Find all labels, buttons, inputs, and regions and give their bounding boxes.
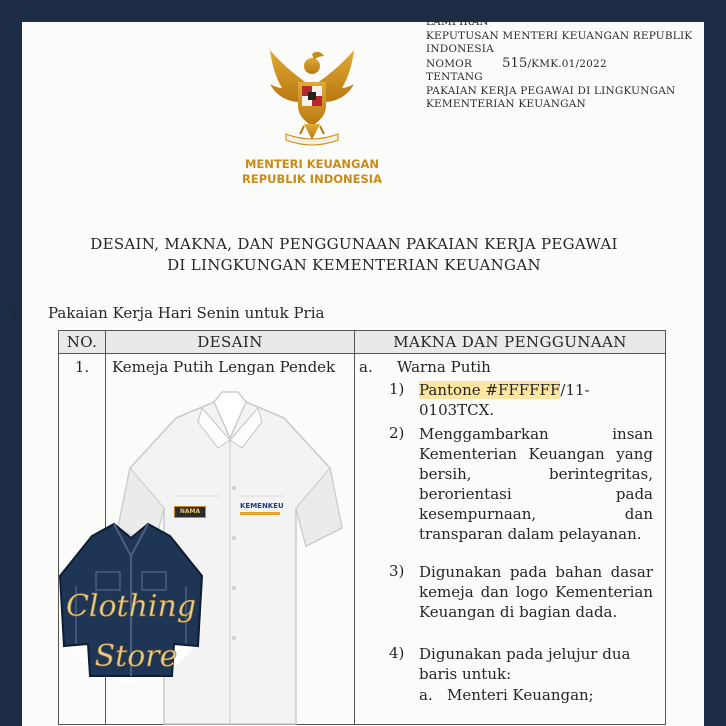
section-heading: [10, 304, 324, 322]
pantone-highlight: Pantone #FFFFFF: [419, 381, 561, 399]
tentang-line: KEMENTERIAN KEUANGAN: [426, 98, 586, 110]
makna-cell: [355, 354, 666, 725]
nomor-suffix: /KMK.01/2022: [527, 57, 607, 70]
tentang-line: PAKAIAN KERJA PEGAWAI DI LINGKUNGAN: [426, 84, 676, 97]
nomor-label: NOMOR: [426, 57, 473, 70]
item-a-label: a.: [359, 358, 373, 376]
garuda-pancasila-icon: [264, 44, 360, 148]
point-text: Digunakan pada jelujur dua baris untuk:: [419, 645, 631, 683]
point-number: 1): [389, 380, 405, 398]
tentang-label: TENTANG: [426, 71, 483, 83]
header-desain: DESAIN: [106, 331, 355, 354]
title-line: DI LINGKUNGAN KEMENTERIAN KEUANGAN: [167, 256, 541, 274]
minister-line: MENTERI KEUANGAN: [244, 157, 379, 171]
kemenkeu-logo: [240, 502, 284, 515]
item-a-title: Warna Putih: [397, 358, 491, 376]
point-number: 4): [389, 644, 405, 662]
section-number: I.: [10, 304, 21, 322]
minister-line: REPUBLIK INDONESIA: [242, 172, 382, 186]
sub-text: Menteri Keuangan;: [447, 686, 594, 704]
section-text: Pakaian Kerja Hari Senin untuk Pria: [48, 304, 325, 322]
lampiran-block: [426, 16, 693, 112]
nomor-line: [426, 57, 692, 72]
lampiran-label: LAMPIRAN: [426, 16, 489, 28]
document-title: [44, 234, 664, 276]
lampiran-line: INDONESIA: [426, 43, 494, 55]
pantone-rest: /11-0103TCX.: [419, 381, 590, 419]
lampiran-line: KEPUTUSAN MENTERI KEUANGAN REPUBLIK: [426, 29, 693, 42]
name-tag: NAMA: [174, 506, 206, 518]
point-number: 3): [389, 562, 405, 580]
title-line: DESAIN, MAKNA, DAN PENGGUNAAN PAKAIAN KERJA PEGAWAI: [90, 235, 618, 253]
item-a: [359, 358, 491, 376]
point-number: 2): [389, 424, 405, 442]
sub-item: [419, 686, 594, 704]
header-makna: MAKNA DAN PENGGUNAAN: [355, 331, 666, 354]
svg-text:Clothing: Clothing: [65, 589, 197, 624]
svg-text:Store: Store: [94, 639, 178, 674]
sub-label: a.: [419, 686, 433, 704]
clothing-store-logo: [52, 516, 210, 692]
table-header-row: [59, 331, 666, 354]
point-text: Menggambarkan insan Kementerian Keuangan yang bersih, berintegritas, berorientasi pada kesempurnaan, dan transparan dalam pelayanan.: [419, 425, 653, 543]
header-no: NO.: [59, 331, 106, 354]
minister-caption: [227, 157, 397, 187]
point-text: Digunakan pada bahan dasar kemeja dan logo Kementerian Keuangan di bagian dada.: [419, 563, 653, 621]
design-label: Kemeja Putih Lengan Pendek: [112, 358, 336, 376]
nomor-number: 515: [502, 55, 528, 71]
row-number: 1.: [59, 354, 106, 725]
logo-text: KEMENKEU: [240, 502, 284, 510]
